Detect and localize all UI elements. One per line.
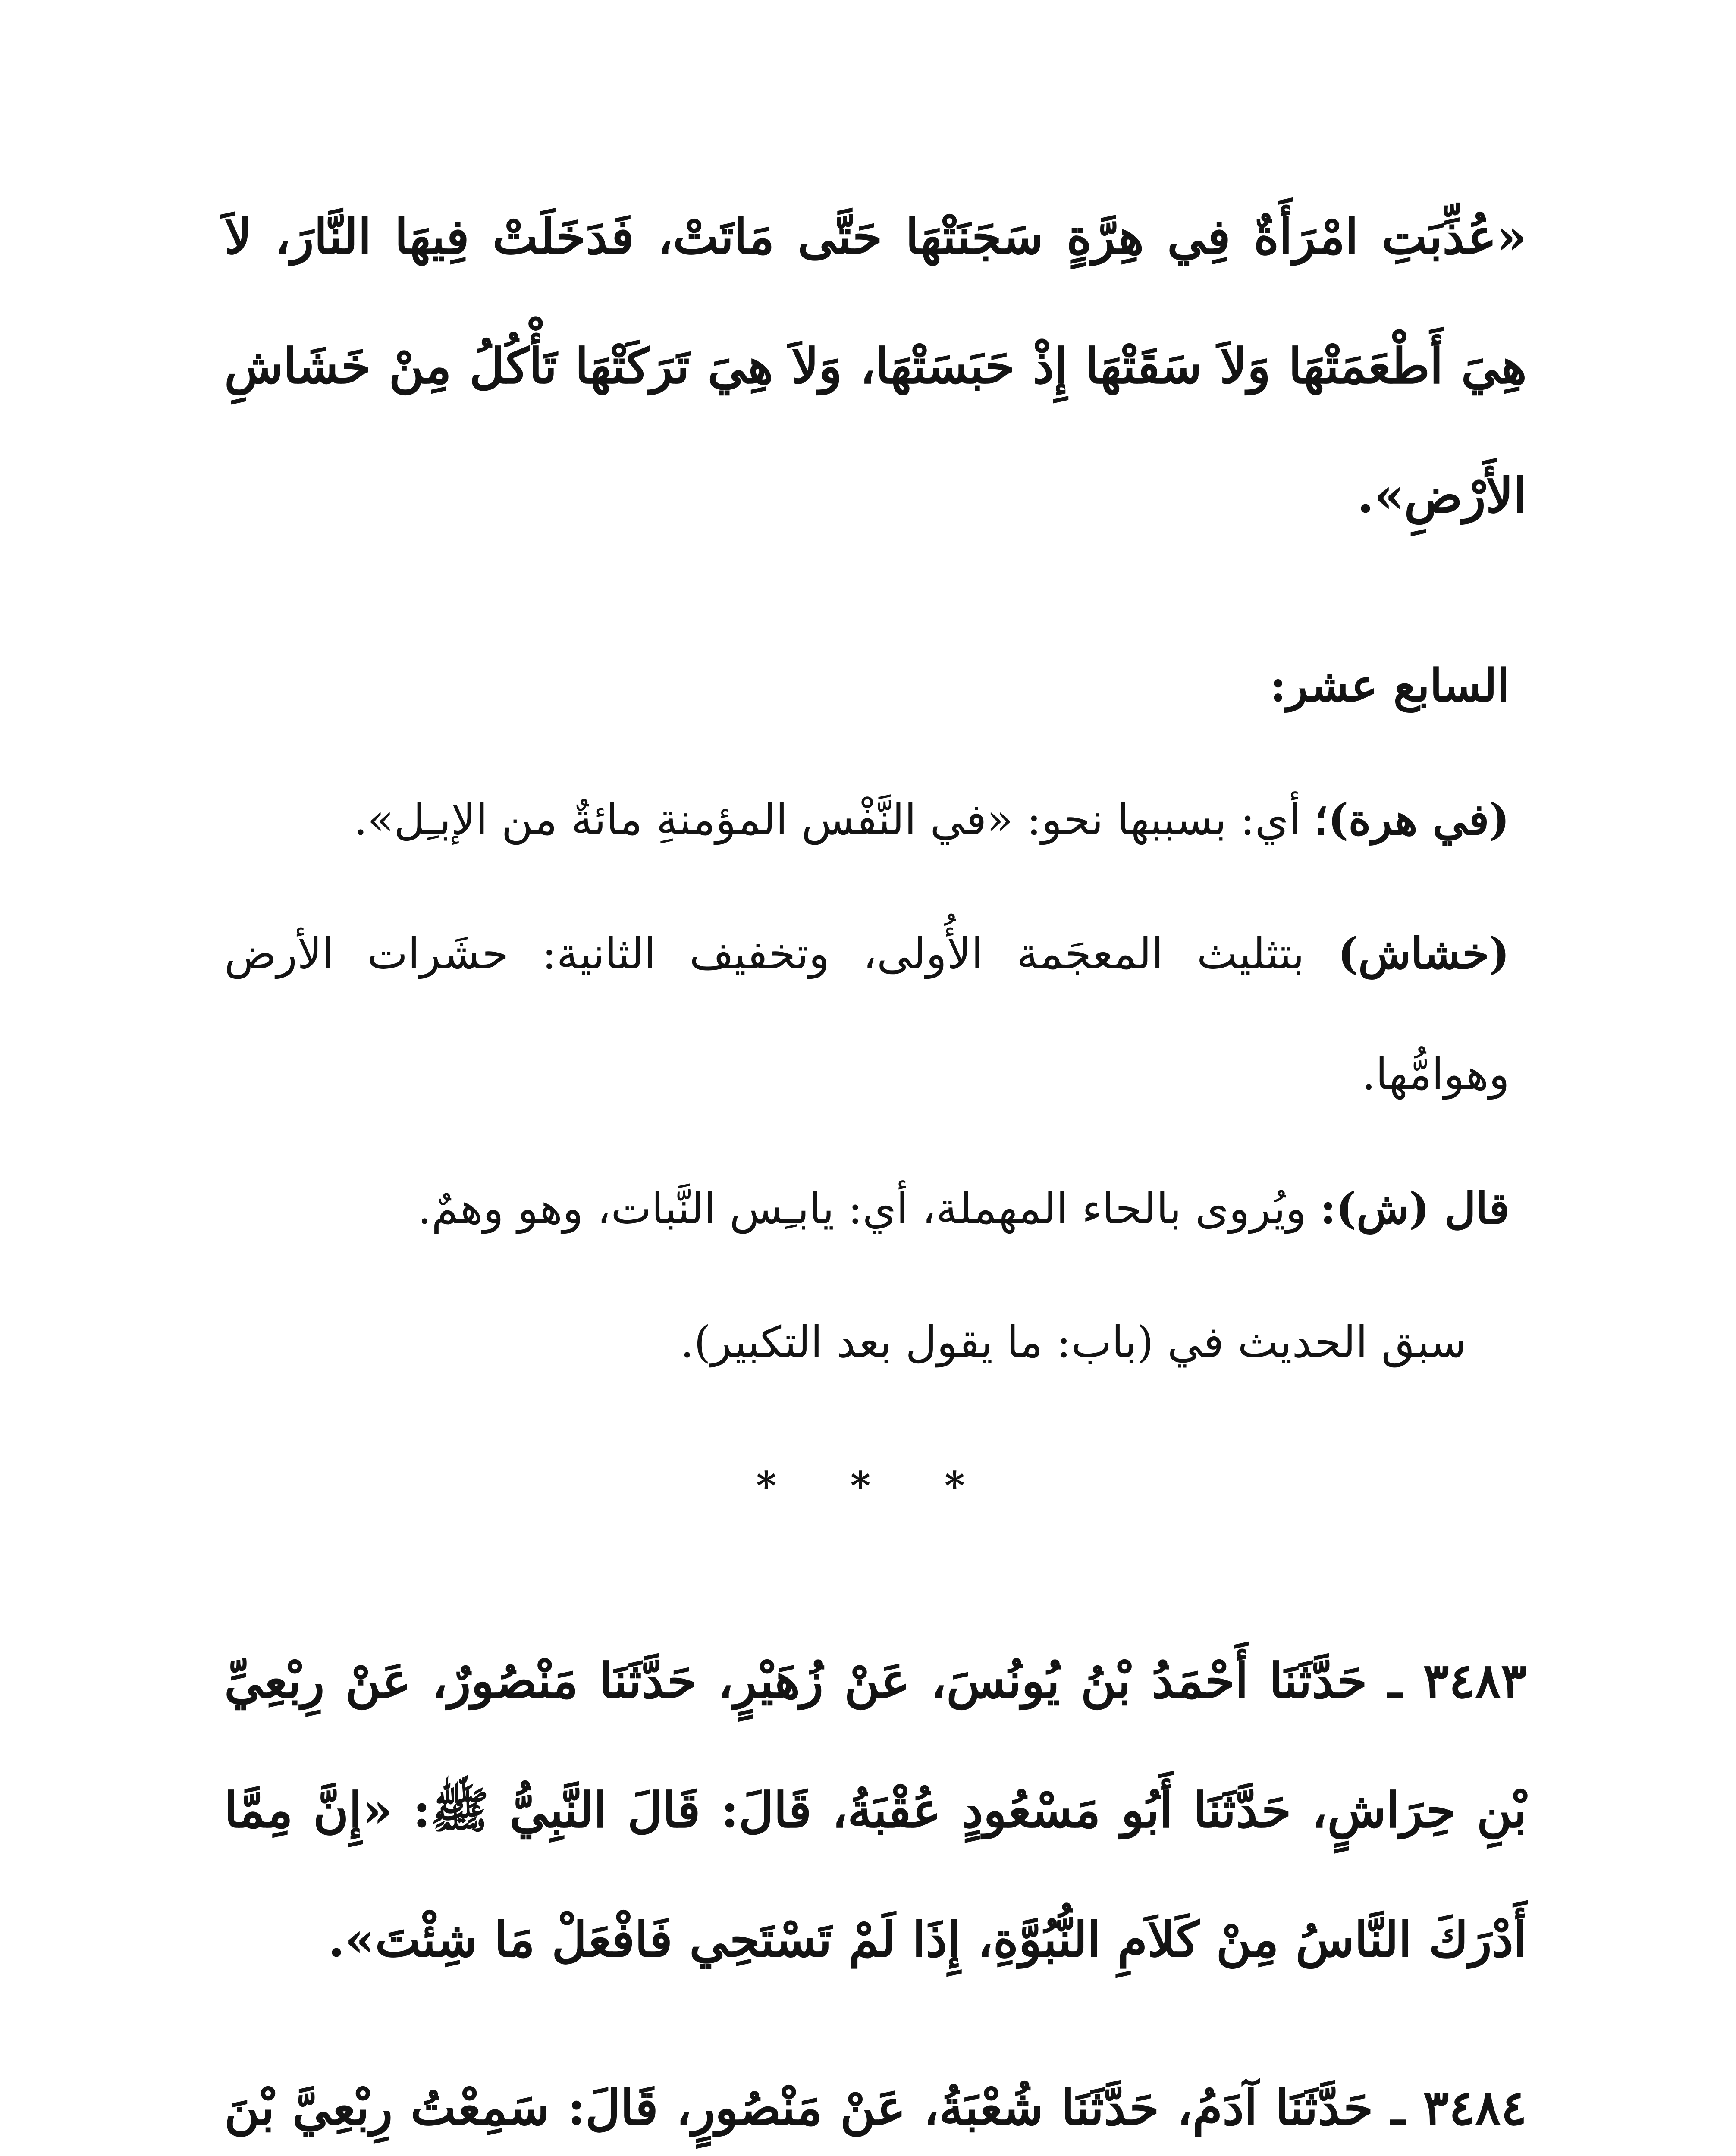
note-text: ويُروى بالحاء المهملة، أي: يابـِس النَّبات، وهو وهمٌ.: [418, 1183, 1320, 1234]
hadith-text-top: «عُذِّبَتِ امْرَأَةٌ فِي هِرَّةٍ سَجَنَتْهَا حَتَّى مَاتَتْ، فَدَخَلَتْ فِيهَا النَّارَ، لاَ هِيَ أَطْعَمَتْهَا وَلاَ سَقَتْهَا إِذْ حَبَسَتْهَا، وَلاَ هِيَ تَرَكَتْهَا تَأْكُلُ مِنْ خَشَاشِ الأَرْضِ».: [224, 209, 1527, 524]
note-khashash: [224, 893, 1527, 1135]
note-qala-sh: [224, 1148, 1527, 1269]
note-reference: سبق الحديث في (باب: ما يقول بعد التكبير).: [680, 1317, 1466, 1367]
book-page: [224, 172, 1527, 2156]
section-heading: السابع عشر:: [1269, 659, 1510, 712]
note-text: أي: بسببها نحو: «في النَّفْس المؤمنةِ مائةٌ من الإبـِل».: [354, 794, 1315, 845]
note-text: بتثليث المعجَمة الأُولى، وتخفيف الثانية: حشَرات الأرض وهوامُّها.: [224, 928, 1510, 1100]
hadith-3483: ٣٤٨٣ ـ حَدَّثَنَا أَحْمَدُ بْنُ يُونُسَ، عَنْ زُهَيْرٍ، حَدَّثَنَا مَنْصُورٌ، عَنْ رِبْعِيِّ بْنِ حِرَاشٍ، حَدَّثَنَا أَبُو مَسْعُودٍ عُقْبَةُ، قَالَ: قَالَ النَّبِيُّ ﷺ: «إِنَّ مِمَّا أَدْرَكَ النَّاسُ مِنْ كَلاَمِ النُّبُوَّةِ، إِذَا لَمْ تَسْتَحِي فَافْعَلْ مَا شِئْتَ».: [224, 1653, 1527, 1968]
note-term: (في هرة)؛: [1314, 794, 1510, 845]
note-term: (خشاش): [1337, 928, 1510, 979]
section-separator: * * *: [756, 1463, 995, 1509]
hadith-3484: ٣٤٨٤ ـ حَدَّثَنَا آدَمُ، حَدَّثَنَا شُعْبَةُ، عَنْ مَنْصُورٍ، قَالَ: سَمِعْتُ رِبْعِيَّ بْنَ: [224, 2080, 1527, 2136]
note-term: قال (ش):: [1320, 1183, 1510, 1234]
note-fi-hirra: [224, 759, 1527, 880]
